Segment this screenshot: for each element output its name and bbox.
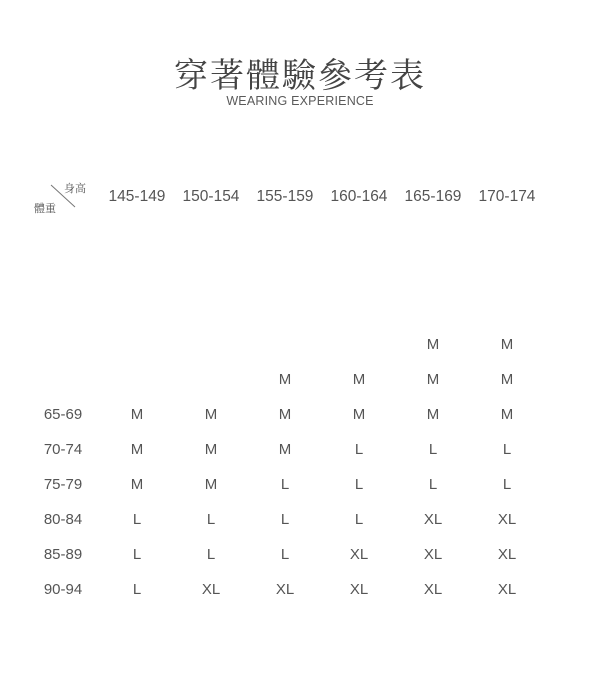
size-cell: L: [502, 476, 512, 493]
corner-height-label: 身高: [64, 182, 86, 195]
size-cell: L: [502, 441, 512, 458]
height-header: 160-164: [330, 188, 388, 205]
size-cell: M: [278, 371, 292, 388]
page-title: 穿著體驗參考表: [174, 56, 426, 96]
size-cell: M: [130, 406, 144, 423]
size-cell: XL: [423, 511, 443, 528]
size-cell: M: [500, 336, 514, 353]
size-cell: M: [278, 406, 292, 423]
size-cell: L: [428, 476, 438, 493]
size-cell: M: [204, 441, 218, 458]
size-cell: L: [206, 546, 216, 563]
size-cell: XL: [497, 511, 517, 528]
size-cell: L: [280, 546, 290, 563]
weight-row-label: 90-94: [43, 581, 83, 598]
size-cell: XL: [423, 581, 443, 598]
size-cell: L: [354, 511, 364, 528]
height-header: 150-154: [182, 188, 240, 205]
size-cell: L: [132, 581, 142, 598]
page-subtitle: WEARING EXPERIENCE: [226, 94, 374, 108]
size-cell: XL: [275, 581, 295, 598]
weight-row-label: 85-89: [43, 546, 83, 563]
size-cell: L: [206, 511, 216, 528]
height-header: 145-149: [108, 188, 166, 205]
size-cell: XL: [497, 546, 517, 563]
weight-row-label: 75-79: [43, 476, 83, 493]
size-cell: M: [500, 406, 514, 423]
size-cell: M: [426, 336, 440, 353]
size-cell: M: [130, 476, 144, 493]
size-cell: L: [132, 546, 142, 563]
size-cell: M: [352, 406, 366, 423]
height-header: 155-159: [256, 188, 314, 205]
size-cell: L: [132, 511, 142, 528]
size-cell: M: [278, 441, 292, 458]
size-cell: M: [204, 476, 218, 493]
weight-row-label: 70-74: [43, 441, 83, 458]
size-cell: M: [352, 371, 366, 388]
size-cell: M: [500, 371, 514, 388]
size-cell: L: [354, 441, 364, 458]
size-cell: L: [428, 441, 438, 458]
size-cell: L: [280, 476, 290, 493]
size-cell: M: [426, 371, 440, 388]
weight-row-label: 80-84: [43, 511, 83, 528]
size-cell: XL: [423, 546, 443, 563]
size-cell: L: [280, 511, 290, 528]
weight-row-label: 65-69: [43, 406, 83, 423]
size-cell: XL: [497, 581, 517, 598]
size-cell: XL: [201, 581, 221, 598]
size-cell: XL: [349, 581, 369, 598]
size-cell: L: [354, 476, 364, 493]
size-cell: M: [426, 406, 440, 423]
height-header: 165-169: [404, 188, 462, 205]
height-header: 170-174: [478, 188, 536, 205]
table-corner-header: [34, 180, 96, 216]
corner-weight-label: 體重: [34, 202, 56, 215]
size-cell: M: [204, 406, 218, 423]
size-cell: M: [130, 441, 144, 458]
size-cell: XL: [349, 546, 369, 563]
